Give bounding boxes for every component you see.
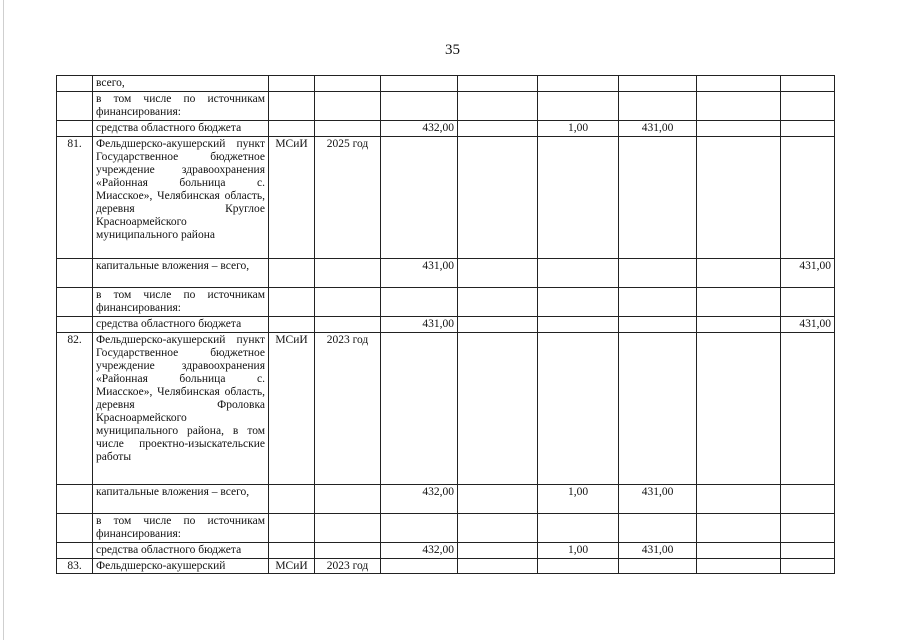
row-name-cell: средства областного бюджета	[93, 121, 269, 137]
row-value-cell	[458, 543, 538, 559]
row-value-cell	[538, 317, 619, 333]
row-name-cell: в том числе по источникам финансирования:	[93, 514, 269, 543]
row-value-cell: 432,00	[381, 543, 458, 559]
row-number-cell	[57, 92, 93, 121]
row-value-cell	[619, 559, 697, 574]
row-value-cell	[619, 288, 697, 317]
row-value-cell: 431,00	[381, 317, 458, 333]
page-number: 35	[445, 42, 460, 58]
row-value-cell	[781, 514, 835, 543]
row-number-cell	[57, 288, 93, 317]
row-name-cell: средства областного бюджета	[93, 317, 269, 333]
row-name-cell: в том числе по источникам финансирования:	[93, 92, 269, 121]
row-org-cell: МСиИ	[269, 559, 315, 574]
row-value-cell	[458, 514, 538, 543]
row-org-cell	[269, 76, 315, 92]
row-value-cell	[381, 92, 458, 121]
row-value-cell	[458, 92, 538, 121]
row-year-cell	[315, 121, 381, 137]
row-value-cell	[619, 92, 697, 121]
row-value-cell	[381, 288, 458, 317]
row-value-cell	[697, 121, 781, 137]
row-value-cell: 1,00	[538, 121, 619, 137]
row-value-cell	[619, 259, 697, 288]
row-year-cell: 2023 год	[315, 333, 381, 485]
row-value-cell	[458, 288, 538, 317]
row-value-cell	[697, 514, 781, 543]
row-value-cell	[458, 317, 538, 333]
row-value-cell	[458, 333, 538, 485]
page-edge	[3, 0, 4, 640]
row-value-cell	[697, 559, 781, 574]
row-value-cell	[381, 76, 458, 92]
row-number-cell	[57, 317, 93, 333]
table-row	[57, 317, 835, 333]
row-value-cell	[458, 121, 538, 137]
table-row	[57, 543, 835, 559]
row-number-cell: 81.	[57, 137, 93, 259]
row-value-cell	[619, 514, 697, 543]
row-value-cell	[781, 76, 835, 92]
row-year-cell	[315, 288, 381, 317]
row-value-cell	[538, 559, 619, 574]
row-value-cell	[781, 92, 835, 121]
row-org-cell	[269, 92, 315, 121]
row-value-cell	[619, 333, 697, 485]
row-value-cell	[538, 514, 619, 543]
row-value-cell	[381, 559, 458, 574]
row-value-cell	[538, 288, 619, 317]
row-number-cell	[57, 485, 93, 514]
row-org-cell	[269, 121, 315, 137]
row-value-cell	[781, 121, 835, 137]
row-number-cell	[57, 76, 93, 92]
row-year-cell	[315, 259, 381, 288]
row-value-cell	[697, 333, 781, 485]
row-year-cell	[315, 543, 381, 559]
row-value-cell	[458, 137, 538, 259]
row-org-cell	[269, 259, 315, 288]
row-value-cell	[781, 333, 835, 485]
row-name-cell: Фельдшерско-акушерский	[93, 559, 269, 574]
row-name-cell: средства областного бюджета	[93, 543, 269, 559]
row-value-cell: 431,00	[619, 121, 697, 137]
budget-table	[56, 75, 835, 574]
row-value-cell	[697, 76, 781, 92]
row-value-cell	[381, 137, 458, 259]
row-org-cell	[269, 485, 315, 514]
row-value-cell	[697, 485, 781, 514]
table-row	[57, 288, 835, 317]
row-value-cell	[697, 288, 781, 317]
table-row	[57, 485, 835, 514]
row-year-cell	[315, 76, 381, 92]
row-year-cell	[315, 514, 381, 543]
table-body	[57, 76, 835, 574]
row-org-cell	[269, 317, 315, 333]
row-number-cell	[57, 543, 93, 559]
row-value-cell	[781, 485, 835, 514]
row-value-cell	[781, 288, 835, 317]
row-year-cell: 2025 год	[315, 137, 381, 259]
row-name-cell: Фельдшерско-акушерский пункт Государственное бюджетное учреждение здравоохранения «Районная больница с. Миасское», Челябинская область, деревня Круглое Красноармейского муниципального района	[93, 137, 269, 259]
row-value-cell	[697, 543, 781, 559]
table-row	[57, 259, 835, 288]
row-name-cell: капитальные вложения – всего,	[93, 259, 269, 288]
row-value-cell: 1,00	[538, 543, 619, 559]
row-value-cell	[458, 76, 538, 92]
row-name-cell: всего,	[93, 76, 269, 92]
row-value-cell	[781, 559, 835, 574]
row-year-cell	[315, 485, 381, 514]
table-row	[57, 559, 835, 574]
row-year-cell	[315, 317, 381, 333]
table-row	[57, 76, 835, 92]
row-org-cell	[269, 514, 315, 543]
row-value-cell: 432,00	[381, 485, 458, 514]
row-value-cell	[458, 259, 538, 288]
row-value-cell	[381, 514, 458, 543]
row-name-cell: капитальные вложения – всего,	[93, 485, 269, 514]
row-value-cell	[458, 559, 538, 574]
row-org-cell	[269, 543, 315, 559]
row-value-cell	[538, 92, 619, 121]
table-row	[57, 92, 835, 121]
row-value-cell	[538, 259, 619, 288]
row-value-cell	[697, 317, 781, 333]
row-value-cell	[538, 137, 619, 259]
row-value-cell: 431,00	[781, 317, 835, 333]
row-value-cell	[538, 76, 619, 92]
row-value-cell: 431,00	[619, 543, 697, 559]
row-value-cell: 431,00	[381, 259, 458, 288]
row-value-cell	[381, 333, 458, 485]
row-year-cell	[315, 92, 381, 121]
row-number-cell	[57, 514, 93, 543]
row-number-cell	[57, 259, 93, 288]
row-name-cell: в том числе по источникам финансирования:	[93, 288, 269, 317]
row-value-cell	[538, 333, 619, 485]
row-value-cell: 431,00	[781, 259, 835, 288]
row-number-cell: 82.	[57, 333, 93, 485]
row-value-cell	[781, 543, 835, 559]
row-value-cell	[697, 137, 781, 259]
row-value-cell	[781, 137, 835, 259]
row-value-cell	[697, 259, 781, 288]
row-org-cell: МСиИ	[269, 137, 315, 259]
row-value-cell: 432,00	[381, 121, 458, 137]
row-value-cell: 1,00	[538, 485, 619, 514]
row-value-cell	[697, 92, 781, 121]
table-row	[57, 514, 835, 543]
row-value-cell	[619, 76, 697, 92]
row-name-cell: Фельдшерско-акушерский пункт Государственное бюджетное учреждение здравоохранения «Районная больница с. Миасское», Челябинская область, деревня Фроловка Красноармейского муниципального района, в том числе проектно-изыскательские работы	[93, 333, 269, 485]
row-number-cell	[57, 121, 93, 137]
row-value-cell	[619, 317, 697, 333]
table-row	[57, 333, 835, 485]
row-value-cell	[619, 137, 697, 259]
table-row	[57, 137, 835, 259]
row-org-cell	[269, 288, 315, 317]
row-year-cell: 2023 год	[315, 559, 381, 574]
row-value-cell	[458, 485, 538, 514]
row-org-cell: МСиИ	[269, 333, 315, 485]
row-number-cell: 83.	[57, 559, 93, 574]
row-value-cell: 431,00	[619, 485, 697, 514]
table-row	[57, 121, 835, 137]
